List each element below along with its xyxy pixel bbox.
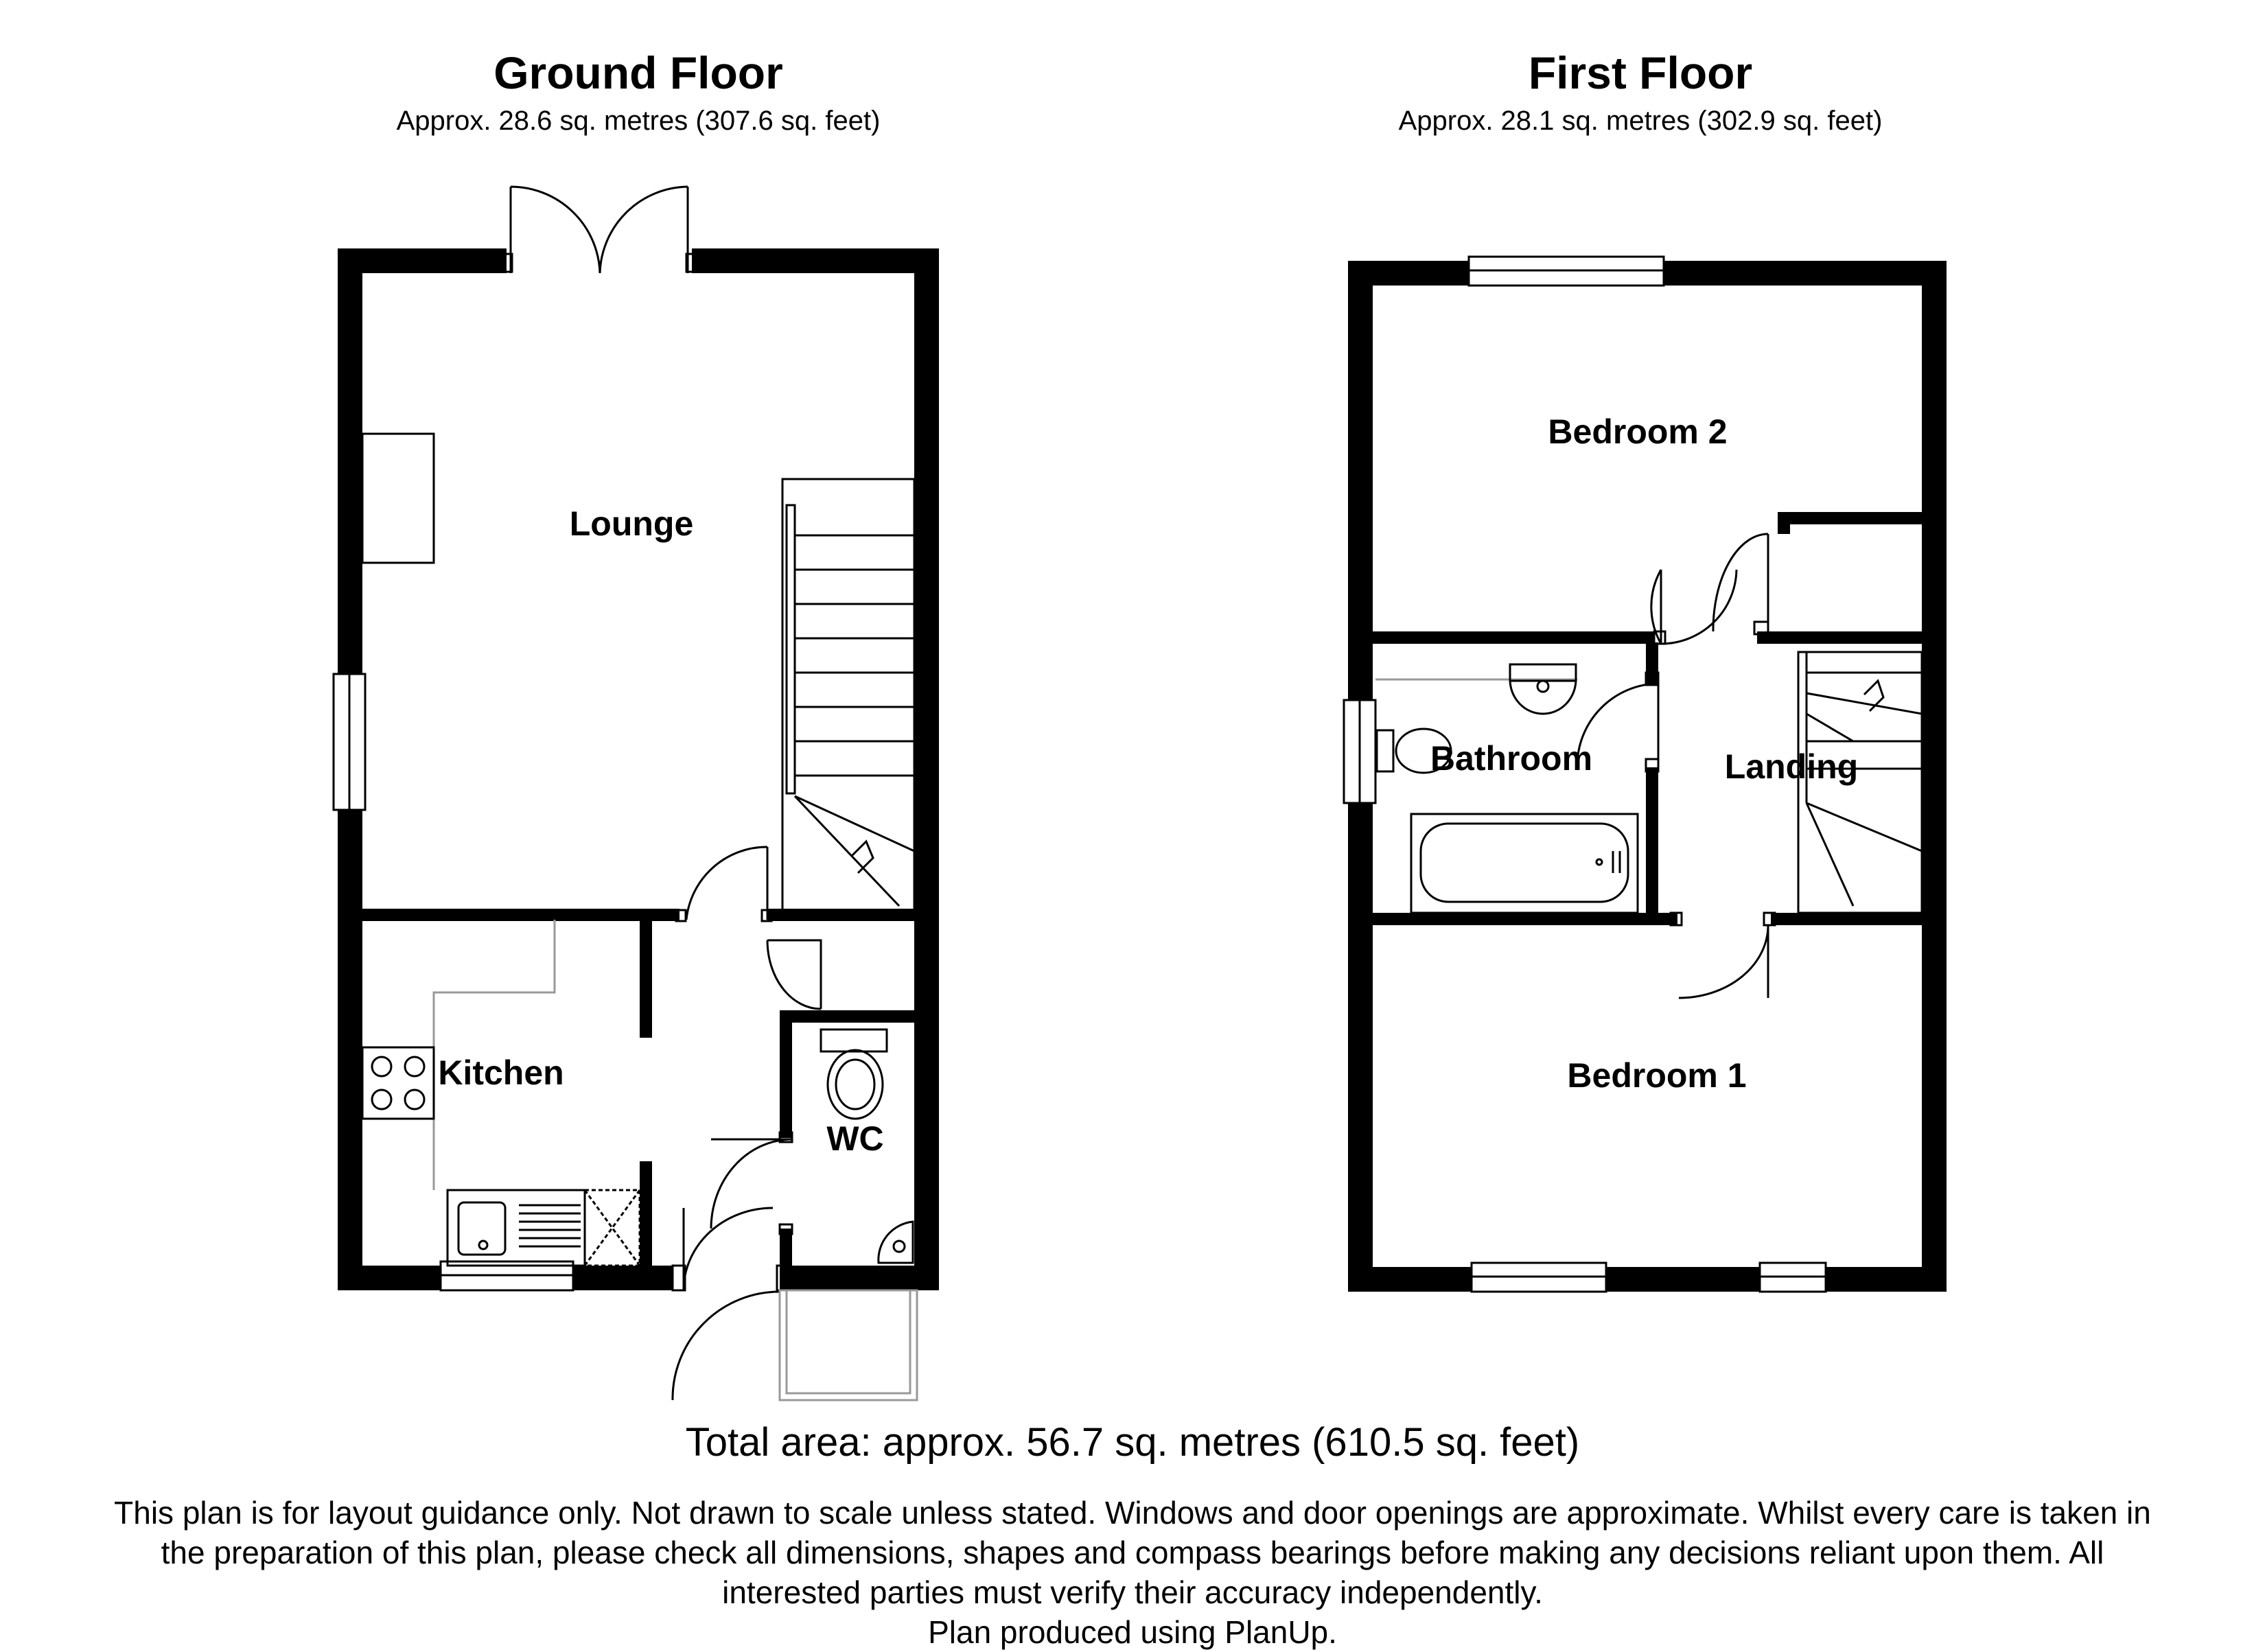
ff-wall-bottom-1: [1348, 1267, 1472, 1292]
gf-wall-top-right: [692, 248, 939, 273]
room-label-bedroom-2: Bedroom 2: [1548, 412, 1728, 451]
windows-doors: [334, 187, 1922, 1400]
total-area: Total area: approx. 56.7 sq. metres (610.5 sq. feet): [685, 1420, 1580, 1465]
ff-wall-cupboard-side: [1778, 512, 1790, 534]
room-label-landing: Landing: [1724, 747, 1859, 786]
disclaimer-line: interested parties must verify their accuracy independently.: [722, 1574, 1543, 1610]
ground-floor-area: Approx. 28.6 sq. metres (307.6 sq. feet): [396, 106, 881, 136]
gf-wall-right: [914, 248, 939, 1290]
first-floor-area: Approx. 28.1 sq. metres (302.9 sq. feet): [1398, 106, 1883, 136]
gf-wall-top-left: [338, 248, 507, 273]
ff-wall-bed2-bath: [1348, 631, 1654, 644]
room-label-bathroom: Bathroom: [1430, 739, 1593, 778]
ff-wall-cupboard-top: [1778, 512, 1947, 524]
ff-wall-right: [1922, 261, 1947, 1292]
gf-wall-kitchen-upper: [640, 920, 652, 1038]
room-label-bedroom-1: Bedroom 1: [1567, 1056, 1747, 1095]
gf-wall-wc-top: [780, 1010, 939, 1023]
gf-wall-bottom-3: [789, 1266, 939, 1290]
ff-wall-bed2-landing: [1757, 631, 1947, 644]
disclaimer: [7, 1493, 2258, 1652]
gf-wall-wc-left-upper: [780, 1010, 792, 1138]
gf-wall-bottom-2: [573, 1266, 673, 1290]
walls: [338, 248, 1947, 1292]
disclaimer-line: the preparation of this plan, please check all dimensions, shapes and compass bearings before making any decisions reliant upon them. All: [161, 1535, 2104, 1570]
room-label-kitchen: Kitchen: [438, 1054, 564, 1092]
room-label-wc: WC: [826, 1119, 884, 1158]
disclaimer-line: This plan is for layout guidance only. Not drawn to scale unless stated. Windows and door openings are approximate. Whilst every care is taken in: [114, 1495, 2151, 1531]
gf-wall-left-upper: [338, 248, 362, 674]
first-floor-title: First Floor: [1528, 47, 1753, 98]
ff-wall-bottom-3: [1826, 1267, 1947, 1292]
gf-wall-left-lower: [338, 810, 362, 1290]
ff-wall-bottom-2: [1606, 1267, 1760, 1292]
ground-floor-title: Ground Floor: [493, 47, 783, 98]
ff-wall-bath-landing-lower: [1646, 767, 1658, 925]
disclaimer-line: Plan produced using PlanUp.: [928, 1614, 1337, 1650]
ff-wall-left-lower: [1348, 803, 1373, 1292]
room-label-lounge: Lounge: [569, 504, 694, 543]
ff-wall-bath-bed1: [1348, 913, 1677, 925]
ff-wall-bath-landing-upper: [1646, 642, 1658, 684]
gf-wall-bottom-1: [338, 1266, 441, 1290]
ff-wall-landing-bed1: [1771, 913, 1947, 925]
gf-wall-lounge-kitchen: [338, 909, 680, 921]
ff-wall-top-right: [1664, 261, 1947, 286]
gf-wall-kitchen-lower: [640, 1161, 652, 1278]
